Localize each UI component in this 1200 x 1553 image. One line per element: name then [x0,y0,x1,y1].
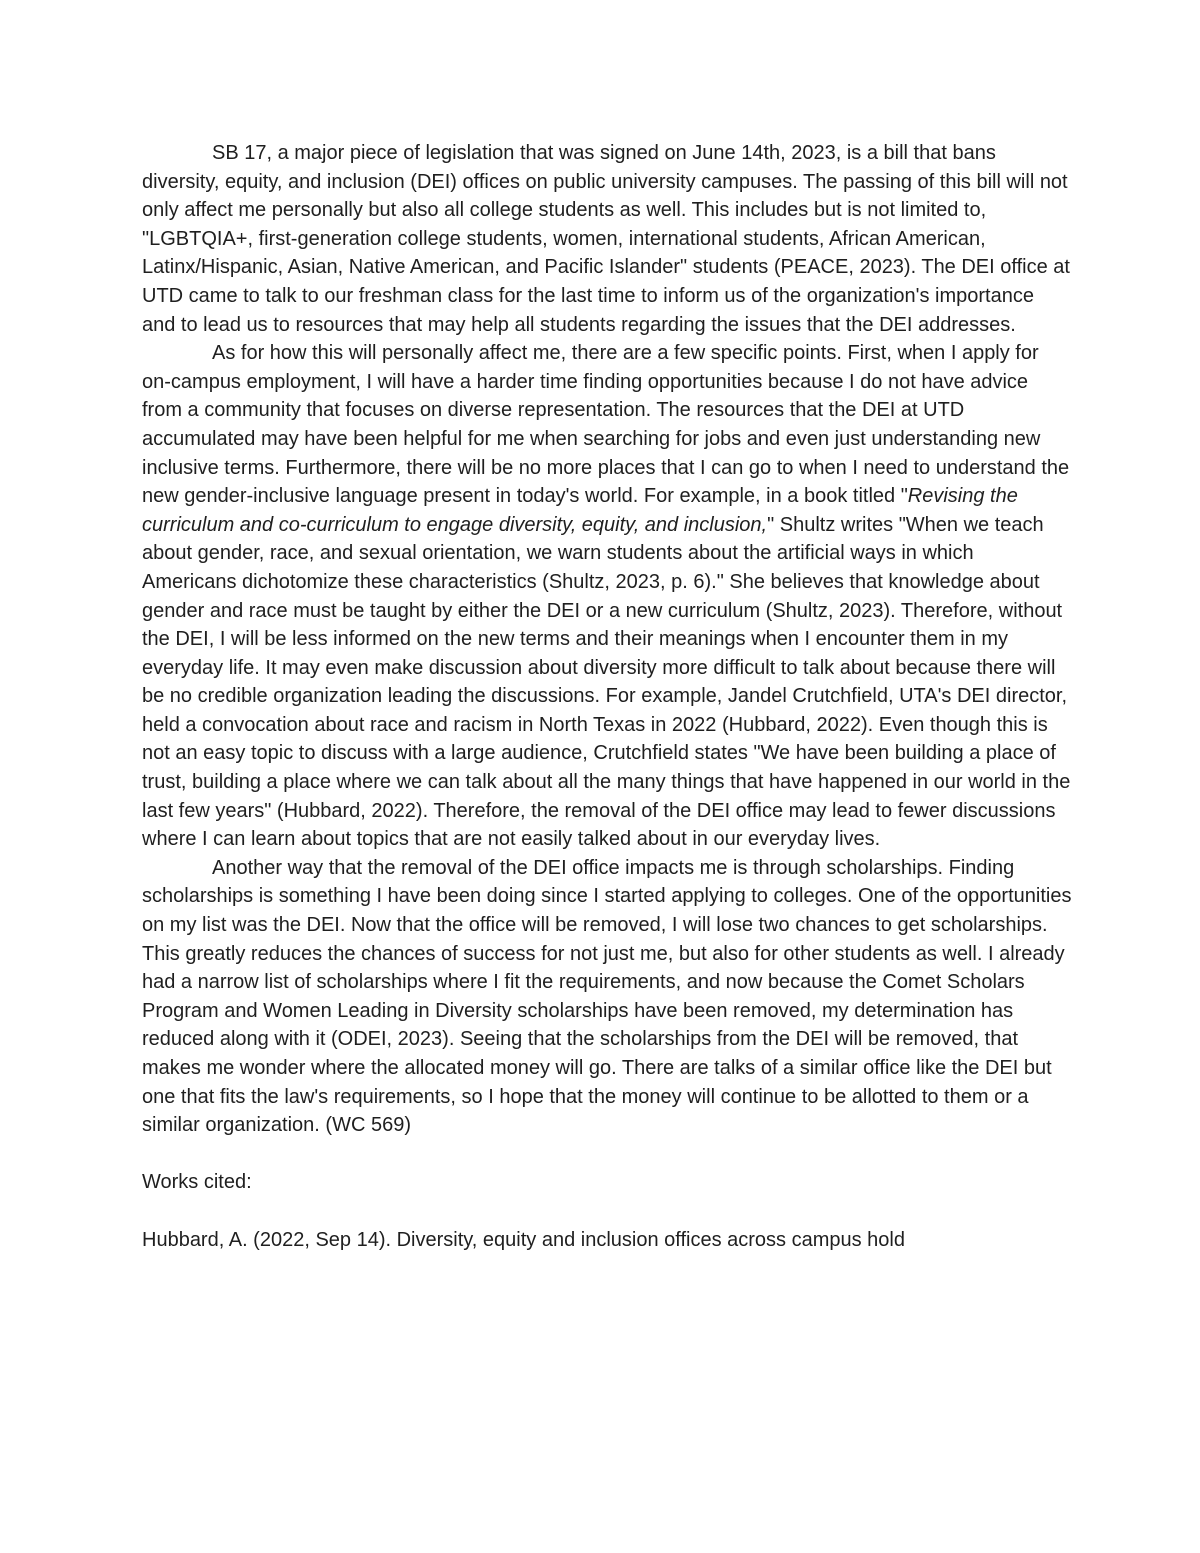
book-title: Revising the curriculum and co-curriculum to engage diversity, equity, and inclusion, [142,485,1018,536]
blank-line [142,1197,1072,1226]
document-body [142,139,1072,1254]
paragraph-2-intro: As for how this will personally affect me, there are a few specific points. First, when I apply for on-campus employment, I will have a harder time finding opportunities because I do not have advice from a community that focuses on diverse representation. The resources that the DEI at UTD accumulated may have been helpful for me when searching for jobs and even just understanding new inclusive terms. Furthermore, there will be no more places that I can go to when I need to understand the new gender-inclusive language present in today's world. For example, in a book titled " [142,342,1070,508]
blank-line [142,1140,1072,1169]
paragraph-2 [142,339,1072,854]
paragraph-1: SB 17, a major piece of legislation that was signed on June 14th, 2023, is a bill that bans diversity, equity, and inclusion (DEI) offices on public university campuses. The passing of this bill will not only affect me personally but also all college students as well. This includes but is not limited to, "LGBTQIA+, first-generation college students, women, international students, African American, Latinx/Hispanic, Asian, Native American, and Pacific Islander" students (PEACE, 2023). The DEI office at UTD came to talk to our freshman class for the last time to inform us of the organization's importance and to lead us to resources that may help all students regarding the issues that the DEI addresses. [142,142,1070,336]
paragraph-2-rest: " Shultz writes "When we teach about gender, race, and sexual orientation, we warn students about the artificial ways in which Americans dichotomize these characteristics (Shultz, 2023, p. 6)." She believes that knowledge about gender and race must be taught by either the DEI or a new curriculum (Shultz, 2023). Therefore, without the DEI, I will be less informed on the new terms and their meanings when I encounter them in my everyday life. It may even make discussion about diversity more difficult to talk about because there will be no credible organization leading the discussions. For example, Jandel Crutchfield, UTA's DEI director, held a convocation about race and racism in North Texas in 2022 (Hubbard, 2022). Even though this is not an easy topic to discuss with a large audience, Crutchfield states "We have been building a place of trust, building a place where we can talk about all the many things that have happened in our world in the last few years" (Hubbard, 2022). Therefore, the removal of the DEI office may lead to fewer discussions where I can learn about topics that are not easily talked about in our everyday lives. [142,513,1071,851]
paragraph-3: Another way that the removal of the DEI office impacts me is through scholarships. Finding scholarships is something I have been doing since I started applying to colleges. One of the opportunities on my list was the DEI. Now that the office will be removed, I will lose two chances to get scholarships. This greatly reduces the chances of success for not just me, but also for other students as well. I already had a narrow list of scholarships where I fit the requirements, and now because the Comet Scholars Program and Women Leading in Diversity scholarships have been removed, my determination has reduced along with it (ODEI, 2023). Seeing that the scholarships from the DEI will be removed, that makes me wonder where the allocated money will go. There are talks of a similar office like the DEI but one that fits the law's requirements, so I hope that the money will continue to be allotted to them or a similar organization. (WC 569) [142,856,1072,1137]
citation-entry: Hubbard, A. (2022, Sep 14). Diversity, equity and inclusion offices across campus hold [142,1228,905,1251]
works-cited-heading: Works cited: [142,1171,252,1194]
